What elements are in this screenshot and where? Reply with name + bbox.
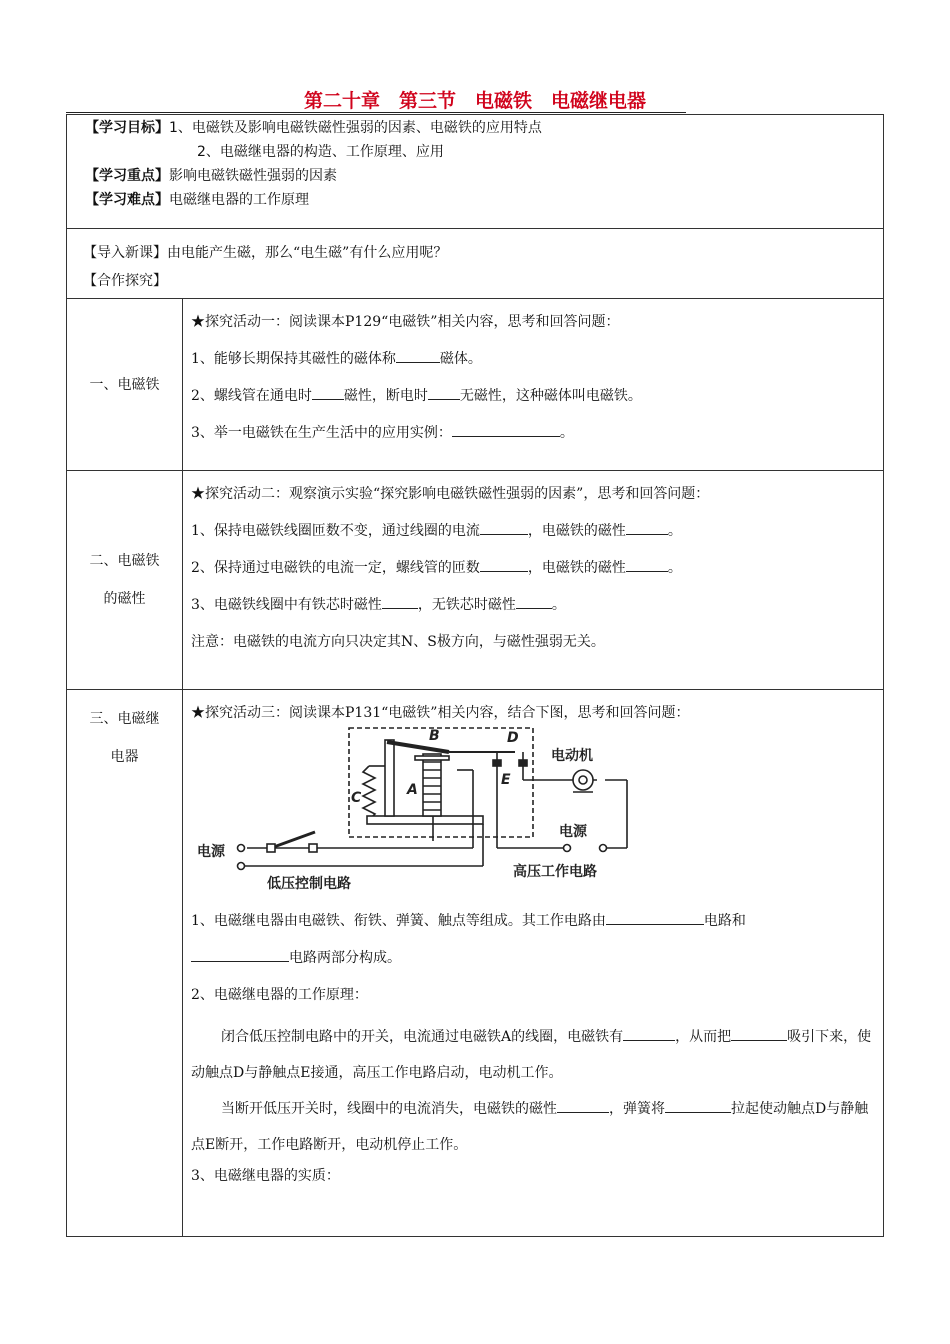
base-plate: [367, 816, 483, 824]
terminal-icon: [564, 845, 571, 852]
section2-label-2: 的磁性: [103, 591, 146, 607]
section2-row: [67, 471, 884, 690]
s1-q3-end: 。: [559, 425, 574, 441]
high-circuit-label: 高压工作电路: [513, 864, 597, 880]
intro-text: 由电能产生磁，那么“电生磁”有什么应用呢？: [167, 245, 448, 261]
worksheet-table: [66, 114, 884, 1237]
moving-contact: [493, 760, 501, 766]
section3-label-1: 三、电磁继: [89, 711, 160, 727]
page-title: 第二十章 第三节 电磁铁 电磁继电器: [303, 90, 646, 112]
section3-label-2: 电器: [110, 749, 139, 765]
electromagnet-coil: [423, 754, 441, 816]
activity-3: ★探究活动三：阅读课本P131“电磁铁”相关内容，结合下图，思考和回答问题：: [191, 705, 690, 721]
section3-row: [67, 690, 884, 1237]
s1-q3-text: 3、举一电磁铁在生产生活中的应用实例：: [191, 425, 452, 441]
s2-q2-mid: ，电磁铁的磁性: [527, 560, 626, 576]
section1-label-cell: [67, 299, 183, 471]
s3-p2-mid: ，弹簧将: [609, 1101, 665, 1117]
difficulty-label: 【学习难点】: [85, 192, 169, 208]
answer-blank[interactable]: [480, 557, 528, 572]
terminal-icon: [600, 845, 607, 852]
activity-2: ★探究活动二：观察演示实验“探究影响电磁铁磁性强弱的因素”，思考和回答问题：: [191, 486, 710, 502]
s3-q1-mid: 电路和: [703, 913, 746, 929]
spring-icon: [363, 766, 375, 820]
low-circuit-label: 低压控制电路: [267, 876, 351, 892]
section1-label: 一、电磁铁: [89, 376, 160, 393]
label-b: B: [429, 728, 440, 744]
s3-p2-end: 拉起使动触点D与静触点E断开，工作电路断开，电动机停止工作。: [191, 1101, 869, 1153]
answer-blank[interactable]: [428, 385, 460, 400]
coop-label: 【合作探究】: [83, 273, 167, 289]
power-right-label: 电源: [559, 824, 587, 840]
s3-q1-text: 1、电磁继电器由电磁铁、衔铁、弹簧、触点等组成。其工作电路由: [191, 913, 606, 929]
activity-1: ★探究活动一：阅读课本P129“电磁铁”相关内容，思考和回答问题：: [191, 314, 620, 330]
section2-content: [183, 471, 884, 690]
objectives-cell: [67, 115, 884, 229]
s1-q1-end: 磁体。: [439, 351, 482, 367]
label-e: E: [501, 772, 511, 788]
answer-blank[interactable]: [623, 1026, 675, 1041]
s2-q3-mid: ，无铁芯时磁性: [417, 597, 516, 613]
answer-blank[interactable]: [312, 385, 344, 400]
answer-blank[interactable]: [516, 594, 552, 609]
s3-q2: 2、电磁继电器的工作原理：: [191, 987, 368, 1003]
answer-blank[interactable]: [382, 594, 418, 609]
intro-label: 【导入新课】: [83, 245, 167, 261]
section1-row: [67, 299, 884, 471]
intro-row: [67, 229, 884, 299]
s1-q2-mid: 磁性，断电时: [343, 388, 428, 404]
section3-label-cell: [67, 690, 183, 1237]
answer-blank[interactable]: [480, 520, 528, 535]
s3-q1-end: 电路两部分构成。: [289, 950, 401, 966]
answer-blank[interactable]: [191, 947, 289, 962]
s1-q1-text: 1、能够长期保持其磁性的磁体称: [191, 351, 396, 367]
intro-cell: [67, 229, 884, 299]
focus-label: 【学习重点】: [85, 168, 169, 184]
goal-2: 2、电磁继电器的构造、工作原理、应用: [197, 144, 444, 160]
label-d: D: [507, 730, 519, 746]
s2-q1-mid: ，电磁铁的磁性: [527, 523, 626, 539]
relay-circuit-diagram: [197, 726, 637, 894]
s2-q2-end: 。: [667, 560, 682, 576]
goal-1: 1、电磁铁及影响电磁铁磁性强弱的因素、电磁铁的应用特点: [169, 120, 542, 136]
answer-blank[interactable]: [606, 910, 704, 925]
title-underline: [66, 112, 686, 113]
s2-q3-text: 3、电磁铁线圈中有铁芯时磁性: [191, 597, 382, 613]
s2-q1-end: 。: [667, 523, 682, 539]
armature: [387, 742, 449, 752]
static-contact: [519, 760, 527, 766]
s2-q1-text: 1、保持电磁铁线圈匝数不变，通过线圈的电流: [191, 523, 480, 539]
s3-p1-end: 吸引下来，使动触点D与静触点E接通，高压工作电路启动，电动机工作。: [191, 1029, 872, 1081]
note: 注意：电磁铁的电流方向只决定其N、S极方向，与磁性强弱无关。: [191, 634, 605, 650]
label-c: C: [351, 790, 362, 806]
s3-p1-mid: ，从而把: [675, 1029, 732, 1045]
terminal-icon: [238, 845, 245, 852]
difficulty-text: 电磁继电器的工作原理: [169, 192, 309, 208]
section1-content: [183, 299, 884, 471]
objectives-row: [67, 115, 884, 229]
section2-label-cell: [67, 471, 183, 690]
answer-blank[interactable]: [626, 557, 668, 572]
s3-q3: 3、电磁继电器的实质：: [191, 1168, 340, 1184]
motor-label: 电动机: [551, 748, 593, 764]
answer-blank[interactable]: [557, 1098, 609, 1113]
s2-q3-end: 。: [551, 597, 566, 613]
goal-label: 【学习目标】: [85, 120, 169, 136]
s3-p1-text: 闭合低压控制电路中的开关，电流通过电磁铁A的线圈，电磁铁有: [221, 1029, 624, 1045]
s2-q2-text: 2、保持通过电磁铁的电流一定，螺线管的匝数: [191, 560, 480, 576]
answer-blank[interactable]: [626, 520, 668, 535]
power-left-label: 电源: [197, 844, 225, 860]
s1-q2-text: 2、螺线管在通电时: [191, 388, 312, 404]
answer-blank[interactable]: [396, 348, 440, 363]
section3-content: [183, 690, 884, 1237]
label-a: A: [407, 782, 418, 798]
focus-text: 影响电磁铁磁性强弱的因素: [169, 168, 337, 184]
answer-blank[interactable]: [665, 1098, 731, 1113]
s3-p2-text: 当断开低压开关时，线圈中的电流消失，电磁铁的磁性: [221, 1101, 557, 1117]
pivot-post: [385, 740, 394, 816]
s1-q2-end: 无磁性，这种磁体叫电磁铁。: [459, 388, 642, 404]
section2-label-1: 二、电磁铁: [89, 553, 160, 569]
terminal-icon: [238, 863, 245, 870]
answer-blank[interactable]: [731, 1026, 787, 1041]
answer-blank[interactable]: [452, 422, 560, 437]
